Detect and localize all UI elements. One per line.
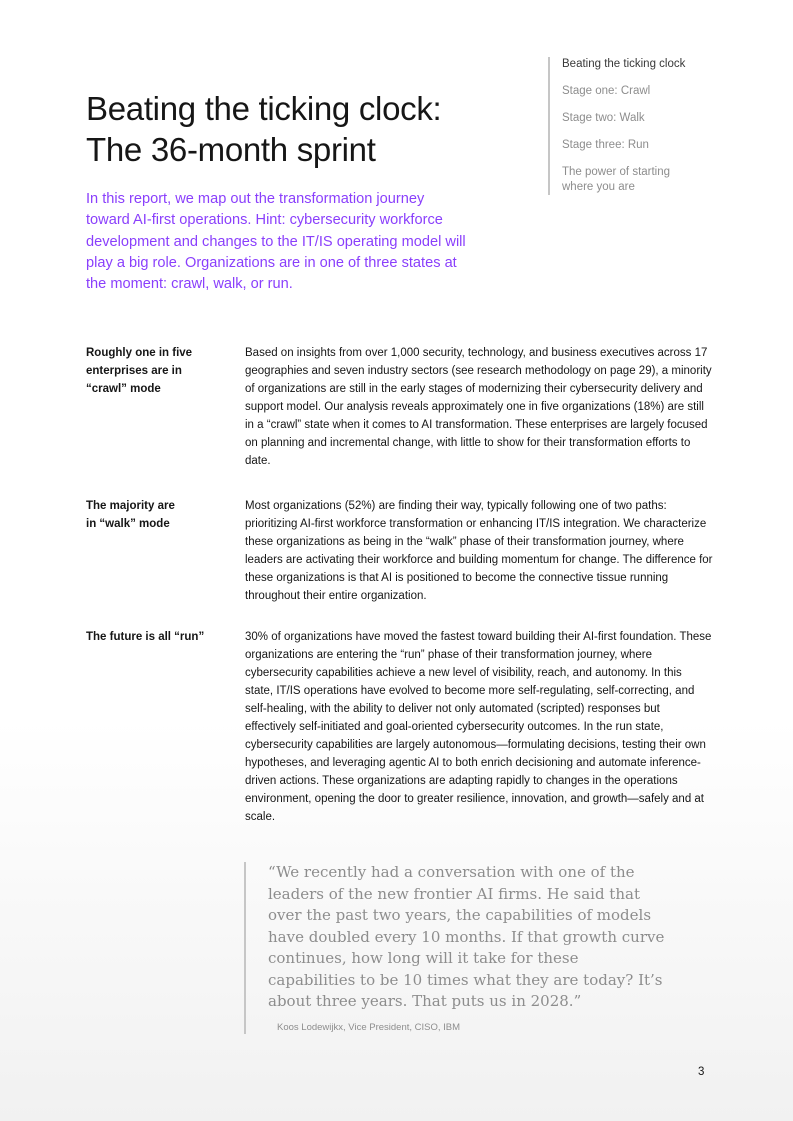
toc-item-stage-three-run[interactable]: Stage three: Run bbox=[562, 139, 649, 151]
page-title-line-2: The 36-month sprint bbox=[86, 131, 376, 168]
pull-quote: “We recently had a conversation with one of the leaders of the new frontier AI firms. He said that over the past two years, the capabilities of models have doubled every 10 months. If that growth curve continues, how long will it take for these capabilities to be 10 times what they are today? It’s about three years. That puts us in 2028.” bbox=[268, 863, 665, 1010]
page-title-line-1: Beating the ticking clock: bbox=[86, 90, 442, 127]
section-label-walk: The majority are in “walk” mode bbox=[86, 500, 175, 530]
page-number: 3 bbox=[698, 1066, 705, 1078]
page-title bbox=[86, 88, 441, 170]
table-of-contents bbox=[548, 57, 762, 195]
toc-item-beating-the-ticking-clock[interactable]: Beating the ticking clock bbox=[562, 58, 686, 70]
toc-item-stage-one-crawl[interactable]: Stage one: Crawl bbox=[562, 85, 651, 97]
quote-attribution: Koos Lodewijkx, Vice President, CISO, IBM bbox=[277, 1022, 461, 1033]
intro-paragraph: In this report, we map out the transformation journey toward AI-first operations. Hint: cybersecurity workforce development and changes to the IT/IS operating model will play a big role. Organizations are in one of three states at the moment: crawl, walk, or run. bbox=[86, 191, 466, 293]
quote-divider bbox=[244, 862, 246, 1034]
section-body-crawl: Based on insights from over 1,000 security, technology, and business executives across 17 geographies and seven industry sectors (see research methodology on page 29), a minority of organizations are still in the early stages of modernizing their cybersecurity delivery and support model. Our analysis reveals approximately one in five organizations (18%) are still in a “crawl” state when it comes to AI transformation. These enterprises are largely focused on planning and incremental change, with little to show for their transformation efforts to date. bbox=[245, 347, 712, 467]
section-label-crawl: Roughly one in five enterprises are in “crawl” mode bbox=[86, 347, 193, 395]
section-body-run: 30% of organizations have moved the fastest toward building their AI-first foundation. These organizations are entering the “run” phase of their transformation journey, where cybersecurity capabilities achieve a new level of visibility, reach, and autonomy. In this state, IT/IS operations have evolved to become more self-regulating, self-correcting, and self-healing, with the ability to deliver not only automated (scripted) responses but effectively self-initiated and goal-oriented cybersecurity outcomes. In the run state, cybersecurity capabilities are largely autonomous—formulating decisions, testing their own hypotheses, and leveraging agentic AI to both enrich decisioning and automate inference-driven actions. These organizations are adapting rapidly to changes in the operations environment, opening the door to greater resilience, innovation, and growth—safely and at scale. bbox=[245, 631, 712, 823]
toc-item-power-of-starting[interactable]: The power of starting where you are bbox=[562, 166, 671, 193]
section-label-run: The future is all “run” bbox=[86, 631, 205, 643]
section-body-walk: Most organizations (52%) are finding their way, typically following one of two paths: prioritizing AI-first workforce transformation or enhancing IT/IS integration. We characterize these organizations as being in the “walk” phase of their transformation journey, where leaders are activating their workforce and building momentum for change. The difference for these organizations is that AI is positioned to become the connective tissue running throughout their entire organization. bbox=[245, 500, 713, 602]
toc-item-stage-two-walk[interactable]: Stage two: Walk bbox=[562, 112, 645, 124]
